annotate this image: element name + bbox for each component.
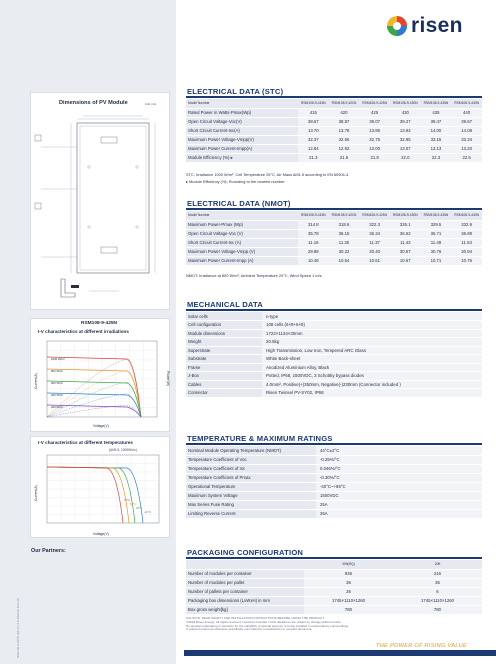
nmot-title: ELECTRICAL DATA (NMOT): [187, 199, 291, 208]
row-label: Number of pallets per container: [186, 587, 304, 596]
row-label: Nominal Module Operating Temperature (NMOT): [186, 446, 316, 455]
row-value: 20ft: [393, 560, 482, 569]
brand-name: risen: [411, 14, 463, 37]
row-label: Packaging box dimensions (LxWxH) in mm: [186, 596, 304, 605]
row-value: 425: [359, 108, 390, 117]
row-label: Cell configuration: [186, 321, 262, 330]
table-row: [186, 491, 482, 500]
table-row: [186, 144, 482, 153]
row-value: 314.8: [298, 220, 329, 229]
row-value: 780: [304, 605, 393, 614]
row-value: 36.15: [329, 229, 360, 238]
temperature-title-rule: [186, 443, 482, 445]
table-row: [186, 346, 482, 355]
table-row: [186, 363, 482, 372]
caution-text: [186, 617, 426, 632]
row-value: 13.94: [390, 126, 421, 135]
dimensions-unit: Unit: mm: [145, 102, 157, 106]
row-value: 30.76: [421, 247, 452, 256]
stc-table: [186, 99, 482, 163]
row-value: 38.67: [298, 117, 329, 126]
row-value: 440: [451, 108, 482, 117]
legend-label: 800 W/m²: [51, 369, 64, 373]
iv-irradiance-chart: [31, 337, 171, 433]
row-value: 216: [393, 569, 482, 578]
row-value: 39.47: [421, 117, 452, 126]
packaging-title-rule: [186, 557, 482, 559]
caution-line: ©2023 Risen Energy. All rights reserved. Contents included in this datasheet are subject to change without notice.: [186, 619, 342, 624]
legend-label: 25°C: [136, 506, 143, 510]
row-value: 40ft(HQ): [304, 560, 393, 569]
brand-tagline: THE POWER OF RISING VALUE: [376, 643, 468, 649]
row-label: Model Number: [186, 211, 298, 220]
row-value: 13.00: [359, 144, 390, 153]
row-label: Weight: [186, 338, 262, 347]
iv-temperature-xlabel: Voltage(V): [93, 532, 109, 536]
legend-label: 600 W/m²: [51, 381, 64, 385]
iv-temperature-title: I-V characteristics at different temperatures: [38, 440, 133, 445]
row-value: n-type: [262, 312, 482, 321]
row-value: 10.61: [359, 256, 390, 265]
row-value: 32.56: [329, 135, 360, 144]
row-label: Temperature Coefficient of Voc: [186, 455, 316, 464]
row-value: 39.07: [359, 117, 390, 126]
row-value: High Transmission, Low Iron, Tempered ARC Glass: [262, 346, 482, 355]
row-value: 0.046%/°C: [316, 464, 482, 473]
row-value: 33.15: [421, 135, 452, 144]
row-value: 6: [393, 587, 482, 596]
table-row: [186, 229, 482, 238]
row-value: 32.37: [298, 135, 329, 144]
row-value: RSM108-9-420N: [329, 211, 360, 220]
table-row: [186, 153, 482, 162]
row-value: 435: [421, 108, 452, 117]
iv-temperature-panel: [30, 436, 170, 538]
row-label: Module dimensions: [186, 329, 262, 338]
table-row: [186, 446, 482, 455]
row-label: Temperature Coefficient of Isc: [186, 464, 316, 473]
row-value: RSM108-9-435N: [421, 211, 452, 220]
nmot-table: [186, 211, 482, 266]
table-row: [186, 247, 482, 256]
table-row: [186, 560, 482, 569]
row-value: RSM108-9-425N: [359, 211, 390, 220]
table-row: [186, 473, 482, 482]
row-value: 30.22: [329, 247, 360, 256]
row-value: 10.76: [451, 256, 482, 265]
module-drawing: [31, 107, 171, 317]
row-value: 36.71: [421, 229, 452, 238]
row-value: RSM108-9-435N: [421, 99, 452, 108]
caution-line: CAUTION: READ SAFETY AND INSTALLATION INSTRUCTIONS BEFORE USING THE PRODUCT.: [186, 616, 325, 620]
mechanical-title: MECHANICAL DATA: [187, 300, 263, 309]
row-value: Anodized Aluminium Alloy, Black: [262, 363, 482, 372]
row-value: RSM108-9-440N: [451, 211, 482, 220]
row-label: Rated Power in Watts-Pmax(Wp): [186, 108, 298, 117]
table-row: [186, 238, 482, 247]
risen-logo: [386, 14, 482, 38]
row-value: 11.53: [451, 238, 482, 247]
row-value: 36.89: [451, 229, 482, 238]
row-value: 36: [304, 578, 393, 587]
row-label: Operational Temperature: [186, 482, 316, 491]
legend-label: 50°C: [130, 502, 137, 506]
table-row: [186, 99, 482, 108]
row-value: 13.20: [451, 144, 482, 153]
row-value: 14.08: [451, 126, 482, 135]
nmot-title-rule: [186, 208, 482, 210]
row-value: 10.48: [298, 256, 329, 265]
iv-irradiance-xlabel: Voltage(V): [93, 424, 109, 428]
row-value: 22.5: [451, 153, 482, 162]
row-label: Maximum Power Voltage-Vmpp(V): [186, 135, 298, 144]
row-label: Cables: [186, 380, 262, 389]
table-row: [186, 321, 482, 330]
row-label: Module Efficiency (%) ▸: [186, 153, 298, 162]
row-value: 329.5: [421, 220, 452, 229]
row-value: 30.40: [359, 247, 390, 256]
caution-line: is granted unless as otherwise specifically committed by manufacturer in contract document.: [186, 627, 313, 632]
temperature-table: [186, 446, 482, 519]
row-value: 29.88: [298, 247, 329, 256]
row-value: RSM108-9-430N: [390, 211, 421, 220]
row-value: 13.86: [359, 126, 390, 135]
table-row: [186, 220, 482, 229]
side-code-text: RSE108-9-425N-GB-VH-4.0-202310-FA4-AS: [16, 597, 20, 658]
stc-note-1: STC: Irradiance 1000 W/m², Cell Temperature 25°C, Air Mass AM1.5 according to EN 60904-3.: [186, 172, 350, 177]
stc-note-2: ▸ Module Efficiency (%): Rounding to the nearest number.: [186, 179, 286, 184]
row-label: Maximum Power Voltage-Vmpp (V): [186, 247, 298, 256]
row-value: 32.95: [390, 135, 421, 144]
table-row: [186, 372, 482, 381]
row-value: 332.9: [451, 220, 482, 229]
row-value: 26: [304, 587, 393, 596]
table-row: [186, 509, 482, 518]
row-value: RSM108-9-425N: [359, 99, 390, 108]
row-value: RSM108-9-440N: [451, 99, 482, 108]
row-value: 10.71: [421, 256, 452, 265]
table-row: [186, 500, 482, 509]
table-row: [186, 329, 482, 338]
row-label: Connector: [186, 389, 262, 398]
row-label: Maximum System Voltage: [186, 491, 316, 500]
row-value: 20.5kg: [262, 338, 482, 347]
row-label: Substrate: [186, 355, 262, 364]
table-row: [186, 482, 482, 491]
row-value: 10.54: [329, 256, 360, 265]
row-value: 108 cells (6×9+6×9): [262, 321, 482, 330]
row-value: 13.70: [298, 126, 329, 135]
row-value: 21.8: [359, 153, 390, 162]
row-value: 326.1: [390, 220, 421, 229]
legend-label: -10°C: [144, 510, 152, 514]
row-value: 36.52: [390, 229, 421, 238]
table-row: [186, 108, 482, 117]
table-row: [186, 389, 482, 398]
table-row: [186, 578, 482, 587]
row-value: 420: [329, 108, 360, 117]
legend-label: 200 W/m²: [51, 405, 64, 409]
row-value: 13.07: [390, 144, 421, 153]
footer-bar: [184, 650, 496, 656]
row-value: 39.67: [451, 117, 482, 126]
row-value: 32.75: [359, 135, 390, 144]
row-value: 14.00: [421, 126, 452, 135]
row-label: Max Series Fuse Rating: [186, 500, 316, 509]
table-row: [186, 605, 482, 614]
row-value: 36.34: [359, 229, 390, 238]
row-value: 1745×1110×1260: [393, 596, 482, 605]
iv-irradiance-panel: [30, 318, 170, 432]
row-label: Model Number: [186, 99, 298, 108]
risen-logo-icon: [386, 15, 408, 37]
row-label: Number of modules per pallet: [186, 578, 304, 587]
row-value: 25A: [316, 500, 482, 509]
row-value: 1745×1110×1260: [304, 596, 393, 605]
legend-label: 70°C: [124, 498, 131, 502]
row-value: 44°C±2°C: [316, 446, 482, 455]
table-row: [186, 587, 482, 596]
row-value: 1500VDC: [316, 491, 482, 500]
row-value: 4.0mm², Positive(+)350mm, Negative(-)230mm (Connector included ): [262, 380, 482, 389]
row-label: Open Circuit Voltage-Voc (V): [186, 229, 298, 238]
row-label: Temperature Coefficient of Pmax: [186, 473, 316, 482]
row-value: -0.25%/°C: [316, 455, 482, 464]
dimensions-panel: [30, 92, 170, 310]
row-value: 21.3: [298, 153, 329, 162]
row-value: 12.92: [329, 144, 360, 153]
row-value: 13.78: [329, 126, 360, 135]
temperature-title: TEMPERATURE & MAXIMUM RATINGS: [187, 434, 333, 443]
row-value: 318.6: [329, 220, 360, 229]
row-value: 12.84: [298, 144, 329, 153]
iv-irradiance-model: RSM108-9-425N: [81, 321, 117, 326]
row-value: 322.3: [359, 220, 390, 229]
table-row: [186, 312, 482, 321]
row-value: -0.30%/°C: [316, 473, 482, 482]
row-value: 415: [298, 108, 329, 117]
row-label: Maximum Power-Pmax (Wp): [186, 220, 298, 229]
row-value: 30.57: [390, 247, 421, 256]
row-label: Box gross weight[kg]: [186, 605, 304, 614]
table-row: [186, 596, 482, 605]
row-value: 39.27: [390, 117, 421, 126]
row-value: RSM108-9-415N: [298, 211, 329, 220]
packaging-table: [186, 560, 482, 615]
row-value: 36: [393, 578, 482, 587]
row-value: 30.94: [451, 247, 482, 256]
row-value: 22.3: [421, 153, 452, 162]
row-label: Short Circuit Current-Isc (A): [186, 238, 298, 247]
row-value: 35.78: [298, 229, 329, 238]
row-value: 13.13: [421, 144, 452, 153]
row-value: 11.48: [421, 238, 452, 247]
row-value: 11.43: [390, 238, 421, 247]
table-row: [186, 117, 482, 126]
stc-title: ELECTRICAL DATA (STC): [187, 87, 284, 96]
iv-irradiance-y2label: Power(W): [166, 371, 170, 387]
legend-label: 400 W/m²: [51, 393, 64, 397]
iv-temperature-chart: [31, 453, 171, 539]
row-label: Number of modules per container: [186, 569, 304, 578]
table-row: [186, 455, 482, 464]
row-value: 21.5: [329, 153, 360, 162]
packaging-title: PACKAGING CONFIGURATION: [187, 548, 304, 557]
row-label: Limiting Reverse Current: [186, 509, 316, 518]
row-value: RSM108-9-430N: [390, 99, 421, 108]
iv-irradiance-title: I-V characteristics at different irradiations: [38, 329, 129, 334]
dimensions-title: Dimensions of PV Module: [59, 100, 128, 106]
caution-line: No special undertaking or warranty for the suitability of special purpose or being installed in extraordinary surroundings: [186, 623, 349, 628]
row-label: Short Circuit Current-Isc(A): [186, 126, 298, 135]
row-value: 38.87: [329, 117, 360, 126]
row-value: 780: [393, 605, 482, 614]
mechanical-title-rule: [186, 309, 482, 311]
row-label: J-Box: [186, 372, 262, 381]
row-value: 10.67: [390, 256, 421, 265]
row-value: 11.30: [329, 238, 360, 247]
row-label: Open Circuit Voltage-Voc(V): [186, 117, 298, 126]
row-label: Superstrate: [186, 346, 262, 355]
row-value: 22.0: [390, 153, 421, 162]
table-row: [186, 380, 482, 389]
row-value: Potted, IP68, 1500VDC, 3 Schottky bypass diodes: [262, 372, 482, 381]
stc-title-rule: [186, 96, 482, 98]
row-label: Frame: [186, 363, 262, 372]
table-row: [186, 126, 482, 135]
table-row: [186, 256, 482, 265]
row-value: White Back-sheet: [262, 355, 482, 364]
table-row: [186, 338, 482, 347]
row-value: 936: [304, 569, 393, 578]
row-value: 11.37: [359, 238, 390, 247]
row-value: 11.16: [298, 238, 329, 247]
table-row: [186, 135, 482, 144]
row-value: Risen Twinsel PV-SY02, IP68: [262, 389, 482, 398]
row-value: 430: [390, 108, 421, 117]
table-row: [186, 464, 482, 473]
row-value: 1722×1134×30mm: [262, 329, 482, 338]
iv-irradiance-ylabel: Current(A): [34, 373, 38, 389]
row-value: 33.34: [451, 135, 482, 144]
nmot-note: NMOT: Irradiance at 800 W/m², Ambient Temperature 20°C, Wind Speed 1 m/s.: [186, 273, 323, 278]
row-label: Maximum Power Current-Impp (A): [186, 256, 298, 265]
side-code: [16, 548, 24, 658]
row-label: Solar cells: [186, 312, 262, 321]
row-value: 25A: [316, 509, 482, 518]
table-row: [186, 355, 482, 364]
iv-temperature-ylabel: Current(A): [34, 485, 38, 501]
mechanical-table: [186, 312, 482, 398]
table-row: [186, 569, 482, 578]
partners-label: Our Partners:: [31, 548, 66, 554]
legend-label: 1000 W/m²: [51, 357, 65, 361]
row-value: -40°C~+85°C: [316, 482, 482, 491]
row-value: RSM108-9-420N: [329, 99, 360, 108]
row-label: Maximum Power Current-Impp(A): [186, 144, 298, 153]
row-value: RSM108-9-415N: [298, 99, 329, 108]
iv-temperature-subtitle: (AM1.5, 1000W/m²): [109, 448, 137, 452]
table-row: [186, 211, 482, 220]
row-label: [186, 560, 304, 569]
